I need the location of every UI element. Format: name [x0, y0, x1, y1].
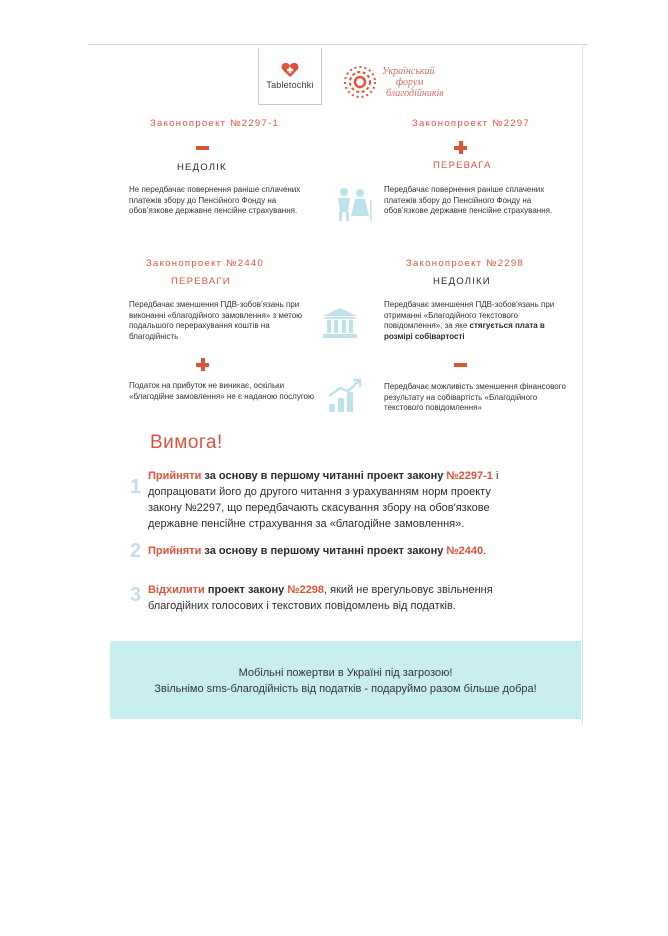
- tabletochki-name: Tabletochki: [266, 80, 314, 90]
- demand-law-2: №2440: [446, 545, 484, 557]
- bill-2297-text: Передбачає повернення раніше сплачених платежів збору до Пенсійного Фонду на обов’язкове державне пенсійне страхування.: [384, 185, 553, 215]
- forum-name-line3: благодійників: [386, 88, 444, 99]
- demand-mid-1: за основу в першому читанні проект закону: [201, 470, 447, 482]
- bill-2298-text: [384, 300, 574, 342]
- demand-number-3: 3: [130, 584, 142, 606]
- demand-law-3: №2298: [287, 584, 325, 596]
- demand-verb-1: Прийняти: [148, 470, 202, 482]
- forum-emblem-icon: [342, 64, 378, 100]
- heart-icon: [281, 62, 299, 78]
- demand-verb-2: Прийняти: [148, 545, 202, 557]
- appeal-banner: [110, 641, 581, 719]
- bill-2298-text-2: Передбачає можливість зменшення фінансового результату на собівартість «Благодійного текстового повідомлення»: [384, 382, 566, 412]
- demand-mid-3: проект закону: [204, 584, 288, 596]
- growth-chart-icon: [326, 378, 362, 414]
- bill-2297-label: Законопроект №2297: [412, 118, 531, 129]
- demand-rest-1: і допрацювати його до другого читання з урахуванням норм проекту закону №2297, що передбачають скасування збору на обов'язкове державне пенсійне страхування за «благодійне замовлення».: [148, 470, 499, 530]
- minus-icon-2: [454, 363, 467, 367]
- forum-name-line1: Український: [382, 66, 435, 77]
- advantage-heading: ПЕРЕВАГА: [433, 160, 492, 171]
- bill-2298-text-bold: стягується плата в розмірі собівартості: [384, 321, 545, 341]
- demand-title: Вимога!: [150, 432, 223, 453]
- scan-edge-right: [582, 44, 583, 724]
- plus-icon: [454, 141, 467, 154]
- bill-2440-text: Передбачає зменшення ПДВ-зобов’язань при виконанні «благодійного замовлення» з метою подальшого перерахування коштів на благодійність: [129, 300, 303, 341]
- bank-building-icon: [321, 307, 359, 339]
- demand-number-2: 2: [130, 540, 142, 562]
- demand-rest-2: .: [483, 545, 487, 557]
- banner-line-1: Мобільні пожертви в Україні під загрозою!: [238, 667, 453, 679]
- banner-line-2: Звільнімо sms-благодійність від податків - подаруймо разом більше добра!: [154, 683, 537, 695]
- bill-2298-label: Законопроект №2298: [406, 258, 525, 269]
- bill-2297-1-text: Не передбачає повернення раніше сплачених платежів збору до Пенсійного Фонду на обов’язкове державне пенсійне страхування.: [129, 185, 301, 215]
- demand-item-1: [148, 468, 502, 532]
- demand-item-3: [148, 582, 508, 614]
- forum-logo: [342, 64, 482, 104]
- demand-item-2: [148, 543, 528, 559]
- plus-icon-2: [196, 358, 209, 371]
- drawbacks-heading: НЕДОЛІКИ: [433, 276, 491, 287]
- bill-2440-label: Законопроект №2440: [146, 258, 265, 269]
- forum-name-line2: форум: [396, 77, 424, 88]
- demand-number-1: 1: [130, 476, 142, 498]
- bill-2440-text-2: Податок на прибуток не виникає, оскільки «благодійне замовлення» не є наданою послугою: [129, 381, 315, 401]
- elderly-couple-icon: [328, 186, 378, 222]
- tabletochki-logo: [258, 48, 322, 105]
- bill-2297-1-label: Законопроект №2297-1: [150, 118, 280, 129]
- scan-edge-top: [88, 44, 588, 45]
- demand-law-1: №2297-1: [446, 470, 493, 482]
- demand-verb-3: Відхилити: [148, 584, 205, 596]
- minus-icon: [196, 146, 209, 150]
- demand-rest-3: , який не врегульовує звільнення благодійних голосових і текстових повідомлень від податків.: [148, 584, 493, 612]
- advantages-heading: ПЕРЕВАГИ: [171, 276, 231, 287]
- drawback-heading: НЕДОЛІК: [177, 162, 227, 173]
- demand-mid-2: за основу в першому читанні проект закону: [201, 545, 447, 557]
- bill-2298-text-normal: Передбачає зменшення ПДВ-зобов’язань при отриманні «Благодійного текстового повідомлення», за яке: [384, 300, 555, 330]
